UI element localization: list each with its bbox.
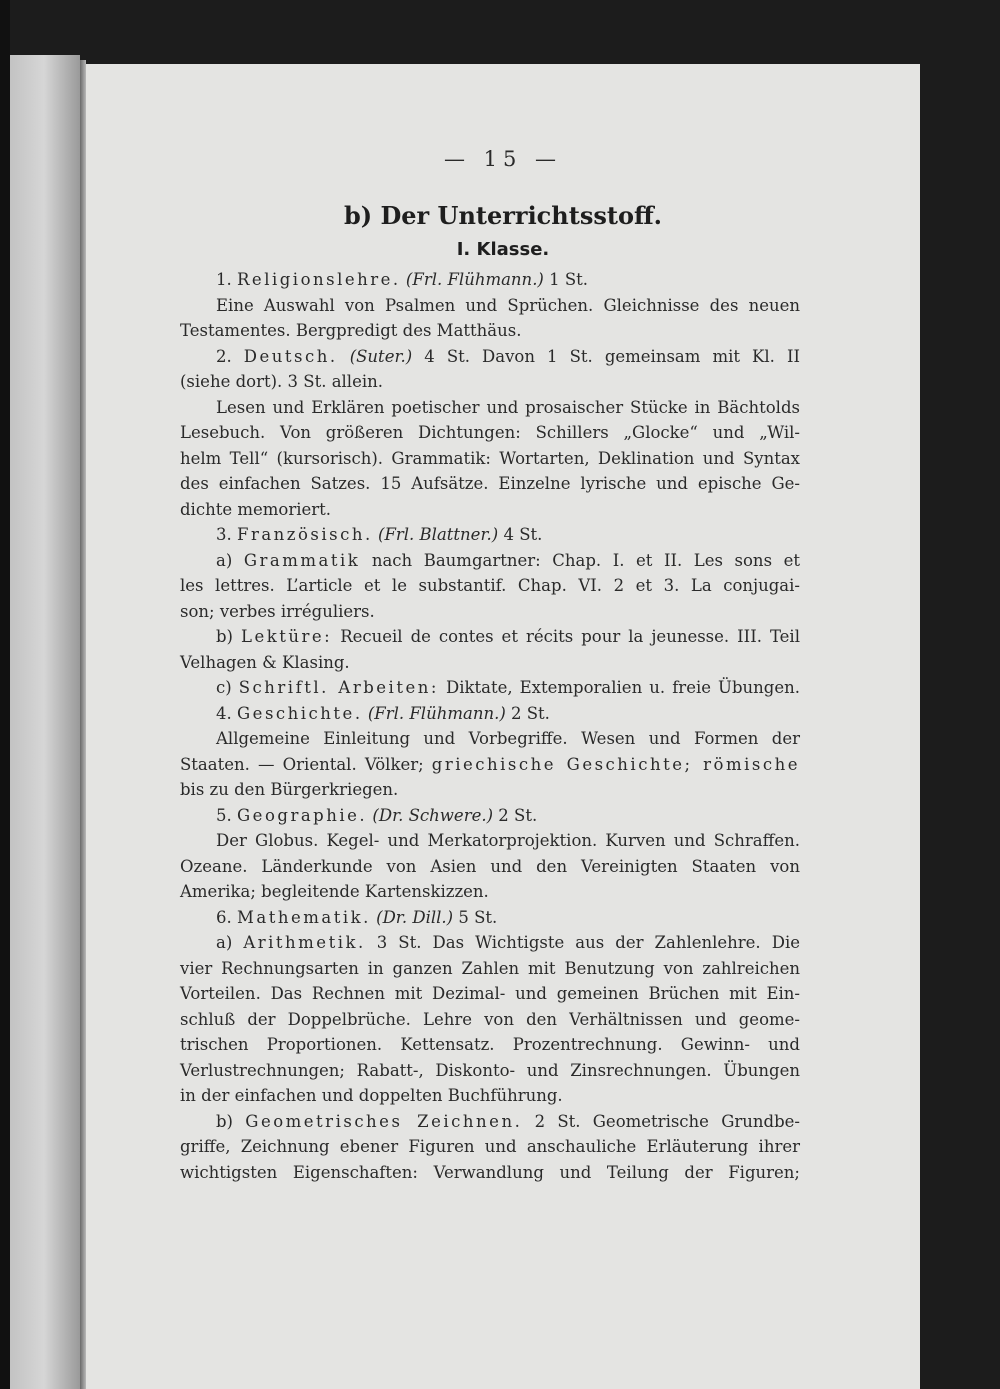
text-line: vier Rechnungsarten in ganzen Zahlen mit Benutzung von zahlreichen	[180, 958, 800, 978]
right-page	[86, 64, 920, 1389]
text-line: Vorteilen. Das Rechnen mit Dezimal- und gemeinen Brüchen mit Ein-	[180, 984, 800, 1003]
text-line: Amerika; begleitende Kartenskizzen.	[180, 882, 489, 901]
text-line: Lesen und Erklären poetischer und prosaischer Stücke in Bächtolds	[216, 397, 800, 417]
text-line: a) Grammatik nach Baumgartner: Chap. I. et II. Les sons et	[216, 550, 800, 570]
text-line: 4. Geschichte. (Frl. Flühmann.) 2 St.	[216, 703, 550, 723]
text-line: trischen Proportionen. Kettensatz. Prozentrechnung. Gewinn- und	[180, 1035, 800, 1054]
body-text	[180, 267, 800, 1185]
text-line: schluß der Doppelbrüche. Lehre von den Verhältnissen und geome-	[180, 1009, 800, 1029]
text-line: b) Geometrisches Zeichnen. 2 St. Geometrische Grundbe-	[216, 1111, 800, 1131]
text-line: Testamentes. Bergpredigt des Matthäus.	[180, 321, 522, 340]
left-page-edge	[0, 55, 80, 1389]
text-line: Verlustrechnungen; Rabatt-, Diskonto- und Zinsrechnungen. Übungen	[180, 1060, 800, 1080]
text-line: Eine Auswahl von Psalmen und Sprüchen. Gleichnisse des neuen	[216, 295, 800, 315]
text-line: 5. Geographie. (Dr. Schwere.) 2 St.	[216, 805, 538, 825]
text-line: Ozeane. Länderkunde von Asien und den Vereinigten Staaten von	[180, 856, 800, 876]
class-title: I. Klasse.	[456, 239, 550, 260]
text-line: Velhagen & Klasing.	[180, 652, 350, 672]
page-number: — 15 —	[443, 147, 563, 171]
text-line: a) Arithmetik. 3 St. Das Wichtigste aus der Zahlenlehre. Die	[216, 933, 800, 952]
text-line: griffe, Zeichnung ebener Figuren und anschauliche Erläuterung ihrer	[180, 1137, 800, 1156]
text-line: Staaten. — Oriental. Völker; griechische Geschichte; römische	[180, 754, 800, 774]
text-line: bis zu den Bürgerkriegen.	[180, 780, 399, 799]
text-line: Lesebuch. Von größeren Dichtungen: Schillers „Glocke“ und „Wil-	[180, 423, 800, 442]
text-line: les lettres. L’article et le substantif. Chap. VI. 2 et 3. La conjugai-	[180, 576, 800, 595]
text-line: in der einfachen und doppelten Buchführung.	[180, 1086, 563, 1105]
text-line: des einfachen Satzes. 15 Aufsätze. Einzelne lyrische und epische Ge-	[180, 474, 800, 493]
text-line: Der Globus. Kegel- und Merkatorprojektion. Kurven und Schraffen.	[216, 831, 800, 850]
text-line: Allgemeine Einleitung und Vorbegriffe. Wesen und Formen der	[216, 729, 800, 748]
text-line: dichte memoriert.	[180, 499, 332, 519]
text-line: 1. Religionslehre. (Frl. Flühmann.) 1 St.	[216, 270, 589, 289]
text-line: helm Tell“ (kursorisch). Grammatik: Wortarten, Deklination und Syntax	[180, 448, 800, 468]
text-line: son; verbes irréguliers.	[180, 601, 375, 621]
text-line: 2. Deutsch. (Suter.) 4 St. Davon 1 St. gemeinsam mit Kl. II	[216, 346, 800, 366]
text-line: c) Schriftl. Arbeiten: Diktate, Extemporalien u. freie Übungen.	[216, 678, 800, 697]
text-line: 3. Französisch. (Frl. Blattner.) 4 St.	[216, 525, 543, 544]
text-line: b) Lektüre: Recueil de contes et récits pour la jeunesse. III. Teil	[216, 627, 800, 646]
scan-border	[0, 0, 10, 1389]
text-line: 6. Mathematik. (Dr. Dill.) 5 St.	[216, 907, 498, 927]
section-title: b) Der Unterrichtsstoff.	[343, 201, 663, 230]
text-line: (siehe dort). 3 St. allein.	[180, 372, 383, 391]
text-line: wichtigsten Eigenschaften: Verwandlung und Teilung der Figuren;	[180, 1162, 800, 1182]
